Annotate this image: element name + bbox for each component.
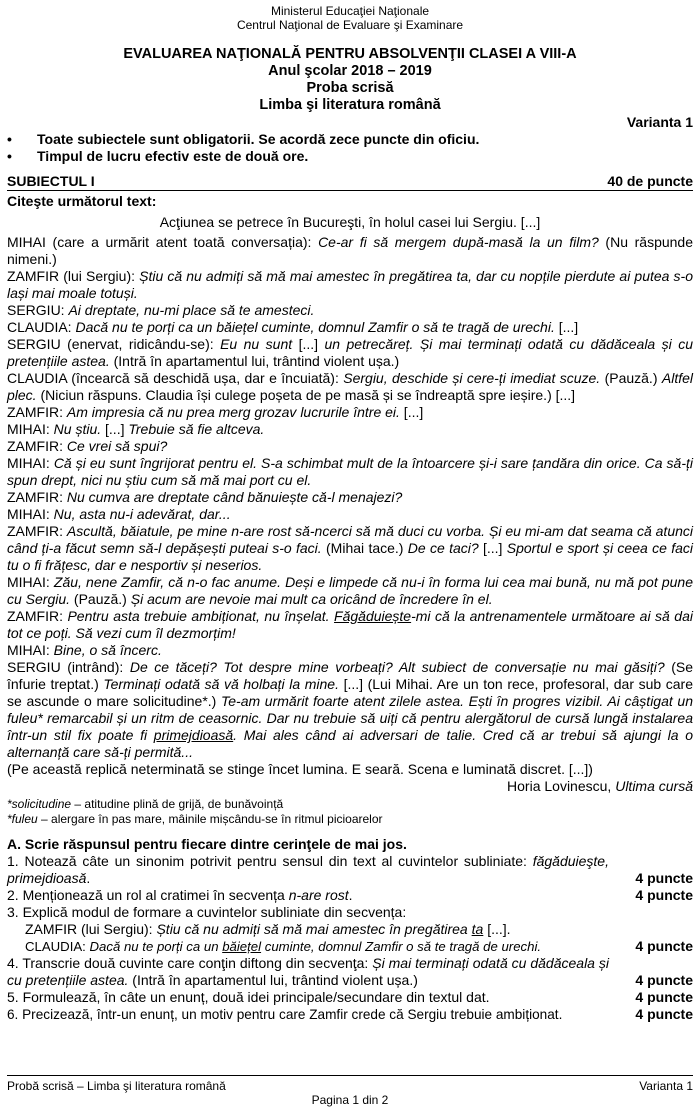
- question-4: 4. Transcrie două cuvinte care conţin diftong din secvenţa: Și mai terminați odată cu dădăceala și cu pretențiile astea. (Intră în apartamentul lui, trântind violent ușa.) 4 puncte: [7, 955, 693, 988]
- replica: ZAMFIR: Am impresia că nu prea merg grozav lucrurile între ei. [...]: [7, 404, 424, 420]
- instruction-item: • Timpul de lucru efectiv este de două ore.: [7, 148, 693, 165]
- replica: MIHAI (care a urmărit atent toată conversația): Ce-ar fi să mergem după-masă la un film? (Nu răspunde nimeni.): [7, 234, 694, 267]
- variant-label: Varianta 1: [626, 114, 693, 130]
- replica: ZAMFIR: Pentru asta trebuie ambiționat, nu înșelat. Făgăduiește-mi că la antrenamentele următoare ai să dai tot ce poți. Să vezi cum îl dezmorțim!: [7, 608, 693, 641]
- section-name: SUBIECTUL I: [7, 173, 95, 189]
- exam-type: Proba scrisă: [306, 80, 394, 96]
- replica: MIHAI: Că și eu sunt îngrijorat pentru el. S-a schimbat mult de la întoarcere și-i sare țandăra din orice. Ca să-ți spun drept, nici nu știu cum să mă mai port cu el.: [7, 455, 693, 488]
- center-name: Centrul Naţional de Evaluare şi Examinare: [236, 18, 464, 32]
- stage-direction: (Pe această replică neterminată se stinge încet lumina. E seară. Scena e luminată discret. [...]): [7, 761, 593, 777]
- text-source: [7, 778, 693, 795]
- replica: MIHAI: Nu, asta nu-i adevărat, dar...: [7, 506, 231, 522]
- footnote: *solicitudine – atitudine plină de grijă, de bunăvoință: [7, 797, 284, 811]
- question-1: 1. Notează câte un sinonim potrivit pentru sensul din text al cuvintelor subliniate: făgăduieşte, primejdioasă. 4 puncte: [7, 853, 693, 886]
- footer-subject: Probă scrisă – Limba şi literatura română: [7, 1079, 226, 1093]
- replica: ZAMFIR: Ce vrei să spui?: [7, 438, 168, 454]
- replica: ZAMFIR (lui Sergiu): Știu că nu admiți să mă mai amestec în pregătirea ta, dar cu nopțile pierdute ai putea s-o lași mai moale totuși.: [7, 268, 694, 301]
- question-points: 4 puncte: [635, 887, 693, 903]
- dramatic-text: [7, 214, 693, 795]
- read-prompt: Citeşte următorul text:: [7, 193, 157, 209]
- replica: SERGIU (enervat, ridicându-se): Eu nu sunt [...] un petrecăreț. Și mai terminați odată cu dădăceala și cu pretențiile astea. (Intră în apartamentul lui, trântind violent ușa.): [7, 336, 694, 369]
- replica: ZAMFIR: Nu cumva are dreptate când bănuiește că-l menajezi?: [7, 489, 403, 505]
- section-points: 40 de puncte: [607, 173, 693, 189]
- author: Horia Lovinescu,: [507, 778, 616, 794]
- replica: MIHAI: Nu știu. [...] Trebuie să fie altceva.: [7, 421, 265, 437]
- part-a: [7, 836, 693, 1023]
- replica: SERGIU: Ai dreptate, nu-mi place să te amesteci.: [7, 302, 315, 318]
- page-footer: [7, 1075, 693, 1107]
- instructions-list: [7, 131, 693, 165]
- subject-name: Limba şi literatura română: [259, 97, 441, 113]
- footer-variant: Varianta 1: [639, 1079, 693, 1093]
- header: [7, 4, 693, 32]
- question-3-quote-2: CLAUDIA: Dacă nu te porți ca un băiețel cuminte, domnul Zamfir o să te tragă de urechi. 4 puncte: [25, 938, 693, 954]
- question-5: 5. Formulează, în câte un enunț, două idei principale/secundare din textul dat. 4 puncte: [7, 989, 693, 1005]
- underlined-word: ta: [471, 921, 484, 937]
- question-3-quote-1: ZAMFIR (lui Sergiu): Știu că nu admiți să mă mai amestec în pregătirea ta [...].: [25, 921, 511, 937]
- underlined-word: primejdioasă: [153, 727, 234, 743]
- replica: MIHAI: Zău, nene Zamfir, că n-o fac anume. Deși e limpede că nu-i în forma lui cea mai bună, nu mă pot pune cu Sergiu. (Pauză.) Și acum are nevoie mai mult ca oricând de încredere în el.: [7, 574, 693, 607]
- title-block: [7, 46, 693, 131]
- underlined-word: băiețel: [222, 939, 262, 954]
- question-points: 4 puncte: [635, 989, 693, 1005]
- school-year: Anul şcolar 2018 – 2019: [268, 63, 432, 79]
- section-divider: [7, 190, 693, 191]
- replica: MIHAI: Bine, o să încerc.: [7, 642, 162, 658]
- question-3: 3. Explică modul de formare a cuvintelor subliniate din secvența: ZAMFIR (lui Sergiu): Știu că nu admiți să mă mai amestec în pregătirea ta [...]. CLAUDIA: Dacă nu te porți ca un băiețel cuminte, domnul Zamfir o să te tragă de urechi. 4 puncte: [7, 904, 693, 954]
- question-points: 4 puncte: [635, 938, 693, 954]
- underlined-word: Făgăduiește: [334, 608, 412, 624]
- question-points: 4 puncte: [635, 972, 693, 988]
- question-2: 2. Menționează un rol al cratimei în secvența n-are rost. 4 puncte: [7, 887, 693, 903]
- page-number: Pagina 1 din 2: [311, 1093, 389, 1107]
- replica: CLAUDIA: Dacă nu te porți ca un băiețel cuminte, domnul Zamfir o să te tragă de urechi. [...]: [7, 319, 579, 335]
- ministry-name: Ministerul Educaţiei Naţionale: [270, 4, 430, 18]
- part-a-heading: A. Scrie răspunsul pentru fiecare dintre cerinţele de mai jos.: [7, 836, 407, 852]
- question-points: 4 puncte: [635, 1006, 693, 1022]
- replica: SERGIU (intrând): De ce tăceți? Tot despre mine vorbeați? Alt subiect de conversație nu mai găsiți? (Se înfurie treptat.) Terminați odată să vă holbați la mine. [...] (Lui Mihai. Are un ton rece, profesoral, dar sub care se ascunde o mare solicitudine*.) Te-am urmărit foarte atent zilele astea. Ești în progres vizibil. Ai câștigat un fuleu* remarcabil și un ritm de ceasornic. Dar nu trebuie să uiți că pentru alergătorul de cursă lungă instalarea într-un stil fix poate fi primejdioasă. Mai ales când ai adversari de talie. Cred că ar trebui să ajungi la o alternanță care să-ți permită...: [7, 659, 694, 760]
- section-header: [7, 173, 693, 190]
- instruction-item: • Toate subiectele sunt obligatorii. Se acordă zece puncte din oficiu.: [7, 131, 693, 148]
- footnote: *fuleu – alergare în pas mare, mâinile mișcându-se în ritmul picioarelor: [7, 812, 383, 826]
- question-6: 6. Precizează, într-un enunț, un motiv pentru care Zamfir crede că Sergiu trebuie ambiționat. 4 puncte: [7, 1006, 693, 1022]
- exam-page: [7, 4, 693, 1023]
- replica: CLAUDIA (încearcă să deschidă ușa, dar e încuiată): Sergiu, deschide și cere-ți imediat scuze. (Pauză.) Altfel plec. (Niciun răspuns. Claudia își culege poșeta de pe masă și se îndreaptă spre ieșire.) [...]: [7, 370, 693, 403]
- replica: ZAMFIR: Ascultă, băiatule, pe mine n-are rost să-ncerci să mă duci cu vorba. Și eu mi-am dat seama că atunci când ți-a făcut semn să-l depășești puteai s-o faci. (Mihai tace.) De ce taci? [...] Sportul e sport și ceea ce faci tu o fi frățesc, dar e nesportiv și neserios.: [7, 523, 693, 573]
- stage-setting: Acţiunea se petrece în Bucureşti, în holul casei lui Sergiu. [...]: [159, 214, 541, 230]
- exam-title: EVALUAREA NAŢIONALĂ PENTRU ABSOLVENŢII CLASEI A VIII-A: [123, 46, 577, 62]
- question-points: 4 puncte: [635, 870, 693, 886]
- work-title: Ultima cursă: [615, 778, 693, 794]
- footnotes: [7, 797, 693, 827]
